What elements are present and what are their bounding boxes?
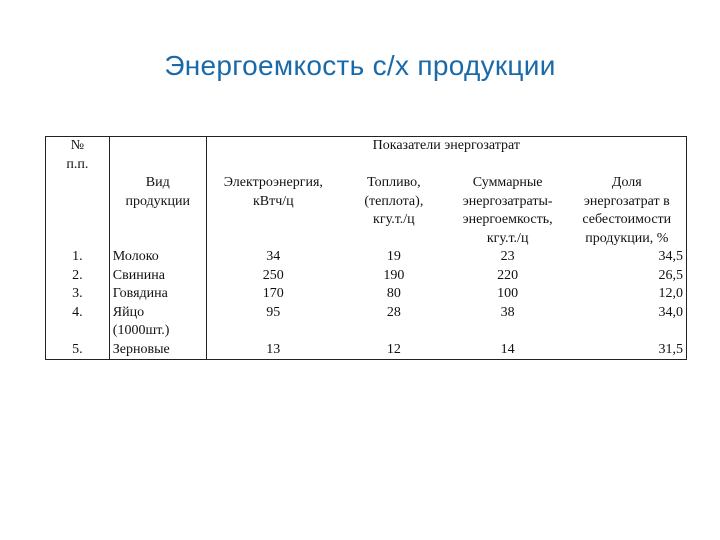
header-row-labels: [46, 174, 687, 248]
table-row: [46, 248, 687, 267]
share-header: [568, 174, 687, 248]
total-header-line1: Суммарные: [472, 175, 543, 190]
fuel-header-line3: кгу.т./ц: [373, 212, 415, 227]
type-header-line1: Вид: [145, 175, 170, 190]
table-row: [46, 267, 687, 286]
num-header-line2: п.п.: [66, 156, 89, 172]
row-name: Молоко: [109, 248, 206, 267]
type-header-top: [109, 137, 206, 175]
table-row: [46, 341, 687, 360]
fuel-header-line2: (теплота),: [364, 193, 424, 209]
electric-header: [206, 174, 340, 248]
row-name: Говядина: [109, 285, 206, 304]
row-name: [109, 304, 206, 341]
num-header-spacer: [46, 174, 110, 248]
row-num: 4.: [46, 304, 110, 341]
row-name-line2: (1000шт.): [112, 323, 170, 338]
fuel-header-line1: Топливо,: [367, 175, 421, 190]
num-header: [46, 137, 110, 175]
row-total: 220: [497, 267, 519, 283]
electric-header-line2: кВтч/ц: [252, 193, 294, 209]
row-total: 23: [500, 249, 515, 264]
row-fuel: 28: [386, 304, 401, 320]
type-header: [109, 174, 206, 248]
row-share: 34,5: [568, 248, 687, 267]
share-header-line3: себестоимости: [582, 212, 672, 227]
group-header: Показатели энергозатрат: [206, 137, 686, 175]
row-num: 2.: [46, 267, 110, 286]
header-row: [46, 137, 687, 175]
row-total: 14: [448, 341, 568, 360]
row-num: 1.: [46, 248, 110, 267]
slide-title: Энергоемкость с/х продукции: [164, 50, 556, 81]
row-share: 12,0: [568, 285, 687, 304]
row-share: 34,0: [568, 304, 687, 341]
row-fuel: 12: [340, 341, 448, 360]
row-total: 100: [497, 286, 519, 301]
row-electric: 95: [266, 304, 281, 320]
row-electric: 170: [262, 286, 284, 301]
row-name: Зерновые: [109, 341, 206, 360]
row-fuel: 190: [383, 267, 405, 283]
row-num: 3.: [46, 285, 110, 304]
share-header-line2: энергозатрат в: [583, 193, 670, 209]
type-header-line2: продукции: [125, 193, 190, 209]
row-electric: 250: [262, 267, 284, 283]
row-share: 26,5: [568, 267, 687, 286]
share-header-line1: Доля: [611, 175, 642, 190]
share-header-line4: продукции, %: [585, 230, 669, 246]
row-fuel: 80: [386, 286, 401, 301]
row-num: 5.: [46, 341, 110, 360]
row-share: 31,5: [568, 341, 687, 360]
num-header-line1: №: [70, 138, 85, 153]
row-name: Свинина: [109, 267, 206, 286]
total-header-line3: энергоемкость,: [462, 212, 553, 227]
energy-intensity-table: [45, 136, 687, 360]
row-fuel: 19: [386, 249, 401, 264]
fuel-header: [340, 174, 448, 248]
electric-header-line1: Электроэнергия,: [223, 175, 323, 190]
row-electric: 13: [206, 341, 340, 360]
row-electric: 34: [266, 249, 281, 264]
total-header-line2: энергозатраты-: [462, 193, 553, 209]
table-row: [46, 304, 687, 341]
row-total: 38: [500, 304, 515, 320]
row-name-line1: Яйцо: [112, 304, 145, 320]
total-header: [448, 174, 568, 248]
total-header-line4: кгу.т./ц: [486, 230, 529, 246]
table-row: [46, 285, 687, 304]
